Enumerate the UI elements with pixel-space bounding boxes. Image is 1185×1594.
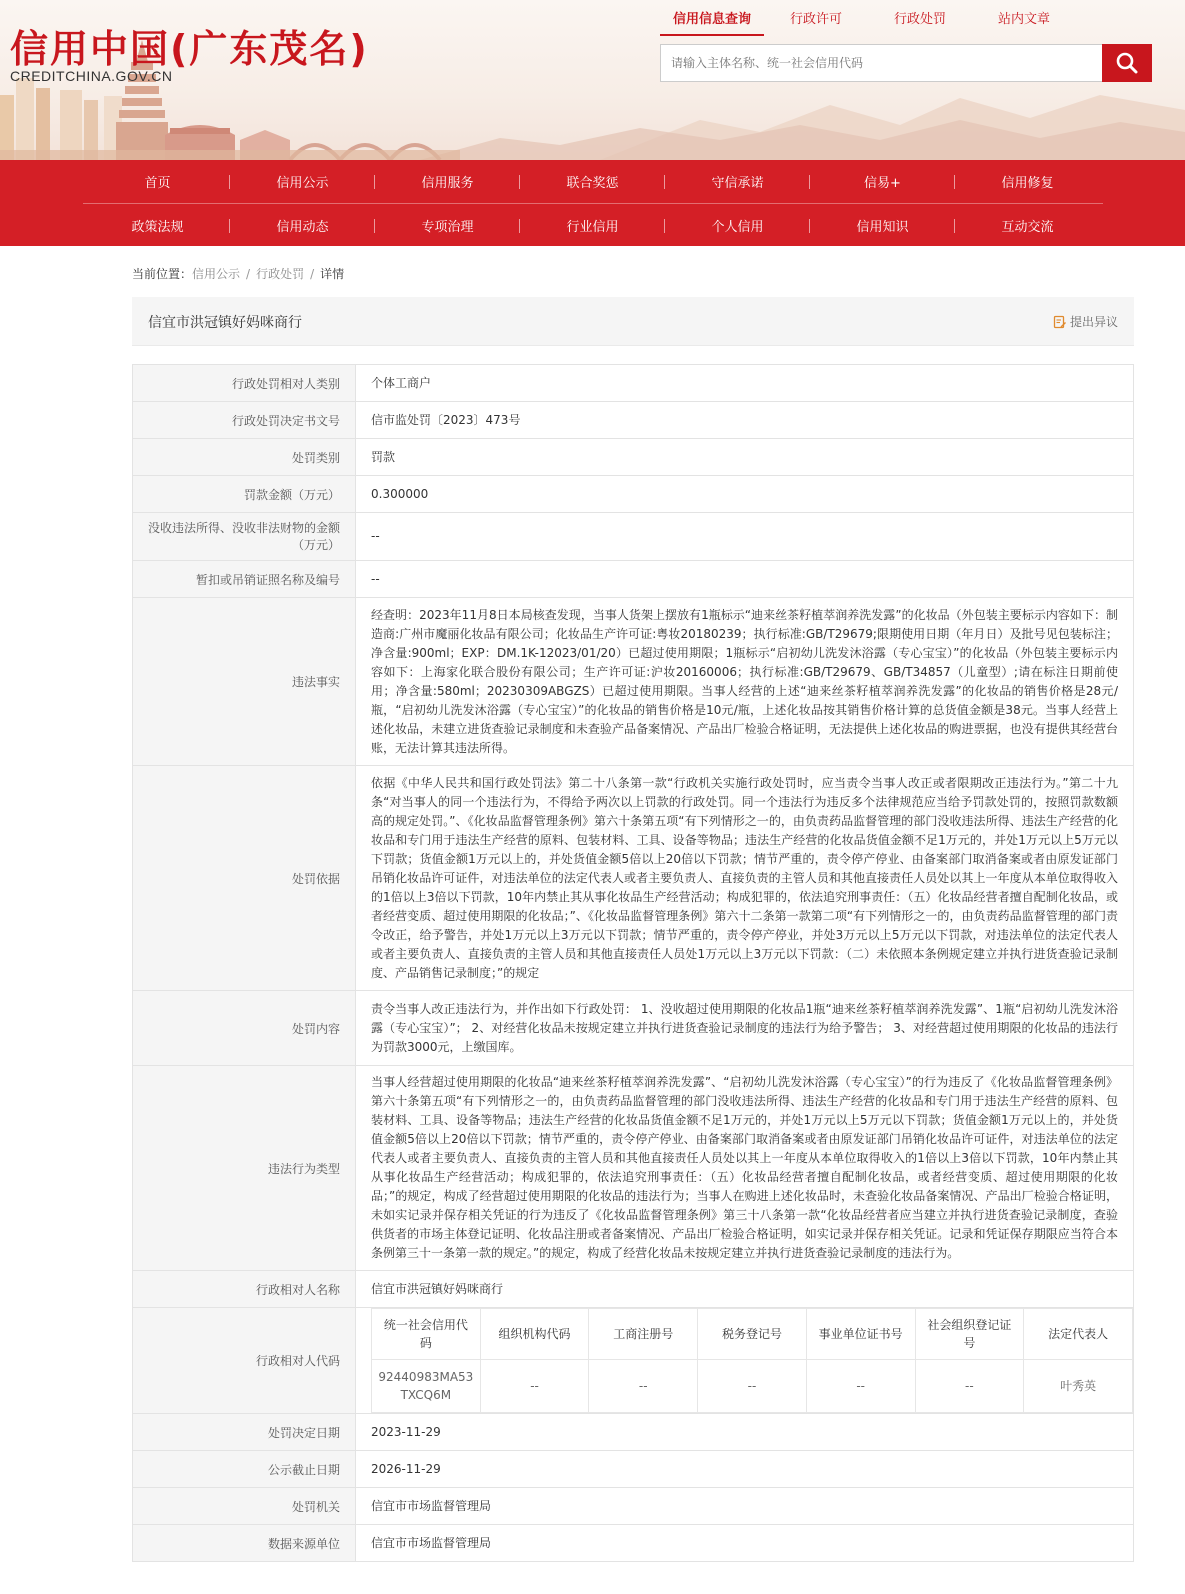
search-input[interactable] (660, 44, 1102, 82)
row-value: 当事人经营超过使用期限的化妆品“迪来丝茶籽植萃润养洗发露”、“启初幼儿洗发沐浴露（专心宝宝）”的行为违反了《化妆品监督管理条例》第六十条第五项“有下列情形之一的，由负责药品监督管理的部门没收违法所得、违法生产经营的化妆品和专门用于违法生产经营的原料、包装材料、工具、设备等物品；违法生产经营的化妆品货值金额不足1万元的，并处1万元以上5万元以下罚款；货值金额1万元以上的，并处货值金额5倍以上20倍以下罚款；情节严重的，责令停产停业、由备案部门取消备案或者由原发证部门吊销化妆品许可证件，对违法单位的法定代表人或者主要负责人、直接负责的主管人员和其他直接责任人员处以其上一年度从本单位取得收入的1倍以上3倍以下罚款，10年内禁止其从事化妆品生产经营活动；构成犯罪的，依法追究刑事责任：（五）化妆品经营者擅自配制化妆品，或者经营变质、超过使用期限的化妆品；”的规定，构成了经营超过使用期限的化妆品的违法行为；当事人在购进上述化妆品时，未查验化妆品备案情况、产品出厂检验合格证明，未如实记录并保存相关凭证的行为违反了《化妆品监督管理条例》第三十八条第一款“化妆品经营者应当建立并执行进货查验记录制度，查验供货者的市场主体登记证明、化妆品注册或者备案情况、产品出厂检验合格证明，如实记录并保存相关凭证。记录和凭证保存期限应当符合本条例第三十一条第一款的规定。”的规定，构成了经营化妆品未按规定建立并执行进货查验记录制度的违法行为。 (356, 1066, 1134, 1271)
row-value: 经查明：2023年11月8日本局核查发现，当事人货架上摆放有1瓶标示“迪来丝茶籽植萃润养洗发露”的化妆品（外包装主要标示内容如下：制造商:广州市魔丽化妆品有限公司；化妆品生产许可证:粤妆20180239；执行标准:GB/T29679;限期使用日期（年月日）及批号见包装标注；净含量:900ml；EXP：DM.1K-12023/01/20）已超过使用期限；1瓶标示“启初幼儿洗发沐浴露（专心宝宝）”的化妆品（外包装主要标示内容如下：上海家化联合股份有限公司；生产许可证:沪妆20160006；执行标准:GB/T29679、GB/T34857（儿童型）;请在标注日期前使用；净含量:580ml；20230309ABGZS）已超过使用期限。当事人经营的上述“迪来丝茶籽植萃润养洗发露”的化妆品的销售价格是28元/瓶，“启初幼儿洗发沐浴露（专心宝宝）”的化妆品的销售价格是10元/瓶，上述化妆品按其销售价格计算的总货值金额是38元。当事人经营上述化妆品，未建立进货查验记录制度和未查验产品备案情况、产品出厂检验合格证明，无法提供上述化妆品的购进票据，也没有提供其经营台账，无法计算其违法所得。 (356, 598, 1134, 766)
search-bar (660, 44, 1152, 82)
row-label: 数据来源单位 (133, 1525, 356, 1562)
site-logo-domain: CREDITCHINA.GOV.CN (10, 68, 173, 84)
row-label: 违法事实 (133, 598, 356, 766)
nav-credit-publicity[interactable]: 信用公示 (230, 172, 375, 191)
table-row (133, 561, 1134, 598)
table-row (133, 476, 1134, 513)
row-value: 罚款 (356, 439, 1134, 476)
breadcrumb-separator: / (246, 267, 251, 281)
breadcrumb (132, 265, 344, 282)
row-value: 个体工商户 (356, 365, 1134, 402)
nav-credit-service[interactable]: 信用服务 (375, 172, 520, 191)
subtable-header: 法定代表人 (1024, 1309, 1133, 1360)
row-label: 罚款金额（万元） (133, 476, 356, 513)
row-value: 0.300000 (356, 476, 1134, 513)
subtable-header: 事业单位证书号 (806, 1309, 915, 1360)
nav-credit-news[interactable]: 信用动态 (230, 216, 375, 235)
main-nav-row-2 (0, 204, 1185, 247)
nav-credit-knowledge[interactable]: 信用知识 (810, 216, 955, 235)
table-row (133, 766, 1134, 991)
code-subtable-cell (356, 1308, 1134, 1414)
row-label: 公示截止日期 (133, 1451, 356, 1488)
nav-special-governance[interactable]: 专项治理 (375, 216, 520, 235)
subtable-value: -- (698, 1360, 807, 1413)
subtable-header: 工商注册号 (589, 1309, 698, 1360)
site-header (0, 0, 1185, 160)
nav-credit-repair[interactable]: 信用修复 (1001, 176, 1054, 191)
table-row (133, 402, 1134, 439)
table-row (133, 365, 1134, 402)
row-label: 违法行为类型 (133, 1066, 356, 1271)
row-label: 行政处罚决定书文号 (133, 402, 356, 439)
top-nav-credit-query[interactable]: 信用信息查询 (660, 10, 764, 36)
subtable-value: 92440983MA53TXCQ6M (372, 1360, 481, 1413)
row-label: 行政处罚相对人类别 (133, 365, 356, 402)
breadcrumb-credit-publicity[interactable]: 信用公示 (192, 267, 241, 281)
breadcrumb-separator: / (310, 267, 315, 281)
row-label: 处罚内容 (133, 991, 356, 1066)
table-row (133, 991, 1134, 1066)
row-value: 依据《中华人民共和国行政处罚法》第二十八条第一款“行政机关实施行政处罚时，应当责令当事人改正或者限期改正违法行为。”第二十九条“对当事人的同一个违法行为，不得给予两次以上罚款的行政处罚。同一个违法行为违反多个法律规范应当给予罚款处罚的，按照罚款数额高的规定处罚。”、《化妆品监督管理条例》第六十条第五项“有下列情形之一的，由负责药品监督管理的部门没收违法所得、违法生产经营的化妆品和专门用于违法生产经营的原料、包装材料、工具、设备等物品；违法生产经营的化妆品货值金额不足1万元的，并处1万元以上5万元以下罚款；货值金额1万元以上的，并处货值金额5倍以上20倍以下罚款；情节严重的，责令停产停业、由备案部门取消备案或者由原发证部门吊销化妆品许可证件，对违法单位的法定代表人或者主要负责人、直接负责的主管人员和其他直接责任人员处以其上一年度从本单位取得收入的1倍以上3倍以下罚款，10年内禁止其从事化妆品生产经营活动；构成犯罪的，依法追究刑事责任：（五）化妆品经营者擅自配制化妆品，或者经营变质、超过使用期限的化妆品；”、《化妆品监督管理条例》第六十二条第一款第二项“有下列情形之一的，由负责药品监督管理的部门责令改正，给予警告，并处1万元以上3万元以下罚款；情节严重的，责令停产停业，并处3万元以上5万元以下罚款，对违法单位的法定代表人或者主要负责人、直接负责的主管人员和其他直接责任人员处1万元以上3万元以下罚款：（二）未依照本条例规定建立并执行进货查验记录制度、产品销售记录制度；”的规定 (356, 766, 1134, 991)
table-row (133, 1451, 1134, 1488)
table-row (133, 1488, 1134, 1525)
row-value: 信宜市市场监督管理局 (356, 1488, 1134, 1525)
row-label: 处罚依据 (133, 766, 356, 991)
page-title: 信宜市洪冠镇好妈咪商行 (148, 315, 302, 331)
row-label: 处罚机关 (133, 1488, 356, 1525)
row-value: 2023-11-29 (356, 1414, 1134, 1451)
table-row (133, 1308, 1134, 1414)
row-label: 行政相对人名称 (133, 1271, 356, 1308)
row-value: 信宜市市场监督管理局 (356, 1525, 1134, 1562)
nav-xinyi-plus[interactable]: 信易+ (810, 172, 955, 191)
breadcrumb-admin-penalty[interactable]: 行政处罚 (256, 267, 305, 281)
top-nav-admin-penalty[interactable]: 行政处罚 (893, 12, 946, 27)
main-nav (0, 160, 1185, 246)
subtable-value: -- (589, 1360, 698, 1413)
entity-code-subtable (371, 1308, 1133, 1413)
subtable-header: 社会组织登记证号 (915, 1309, 1024, 1360)
edit-document-icon (1053, 315, 1067, 329)
search-icon (1116, 52, 1138, 74)
nav-joint-reward-punish[interactable]: 联合奖惩 (520, 172, 665, 191)
row-label: 暂扣或吊销证照名称及编号 (133, 561, 356, 598)
table-row (133, 1271, 1134, 1308)
raise-objection-label: 提出异议 (1069, 315, 1118, 329)
table-row (133, 598, 1134, 766)
row-label: 没收违法所得、没收非法财物的金额（万元） (133, 513, 356, 561)
row-value: -- (356, 561, 1134, 598)
top-nav (660, 10, 1076, 36)
detail-title-bar (132, 297, 1134, 346)
raise-objection-button[interactable] (1053, 313, 1118, 330)
nav-policy-regulations[interactable]: 政策法规 (85, 216, 230, 235)
row-value: 信市监处罚〔2023〕473号 (356, 402, 1134, 439)
table-row (133, 1066, 1134, 1271)
table-row (133, 1525, 1134, 1562)
subtable-value: -- (480, 1360, 589, 1413)
nav-personal-credit[interactable]: 个人信用 (665, 216, 810, 235)
subtable-value: -- (806, 1360, 915, 1413)
table-row (133, 439, 1134, 476)
subtable-value: -- (915, 1360, 1024, 1413)
row-value: 2026-11-29 (356, 1451, 1134, 1488)
breadcrumb-current: 详情 (320, 267, 345, 281)
table-row (133, 1414, 1134, 1451)
row-label: 行政相对人代码 (133, 1308, 356, 1414)
breadcrumb-prefix: 当前位置： (132, 267, 193, 281)
row-label: 处罚决定日期 (133, 1414, 356, 1451)
row-value: -- (356, 513, 1134, 561)
penalty-detail-table (132, 364, 1134, 1562)
subtable-value-row (372, 1360, 1133, 1413)
top-nav-site-articles[interactable]: 站内文章 (997, 12, 1050, 27)
row-value: 信宜市洪冠镇好妈咪商行 (356, 1271, 1134, 1308)
table-row (133, 513, 1134, 561)
nav-interaction[interactable]: 互动交流 (1001, 220, 1054, 235)
nav-industry-credit[interactable]: 行业信用 (520, 216, 665, 235)
search-button[interactable] (1102, 44, 1152, 82)
subtable-value: 叶秀英 (1024, 1360, 1133, 1413)
subtable-header: 组织机构代码 (480, 1309, 589, 1360)
subtable-header-row (372, 1309, 1133, 1360)
row-label: 处罚类别 (133, 439, 356, 476)
nav-credit-commitment[interactable]: 守信承诺 (665, 172, 810, 191)
subtable-header: 统一社会信用代码 (372, 1309, 481, 1360)
top-nav-admin-license[interactable]: 行政许可 (789, 12, 842, 27)
main-nav-row-1 (83, 160, 1103, 204)
row-value: 责令当事人改正违法行为，并作出如下行政处罚： 1、没收超过使用期限的化妆品1瓶“迪来丝茶籽植萃润养洗发露”、1瓶“启初幼儿洗发沐浴露（专心宝宝）”； 2、对经营化妆品未按规定建立并执行进货查验记录制度的违法行为给予警告； 3、对经营超过使用期限的化妆品的违法行为罚款3000元，上缴国库。 (356, 991, 1134, 1066)
subtable-header: 税务登记号 (698, 1309, 807, 1360)
nav-home[interactable]: 首页 (85, 172, 230, 191)
site-logo-title[interactable]: 信用中国(广东茂名) (10, 27, 369, 71)
